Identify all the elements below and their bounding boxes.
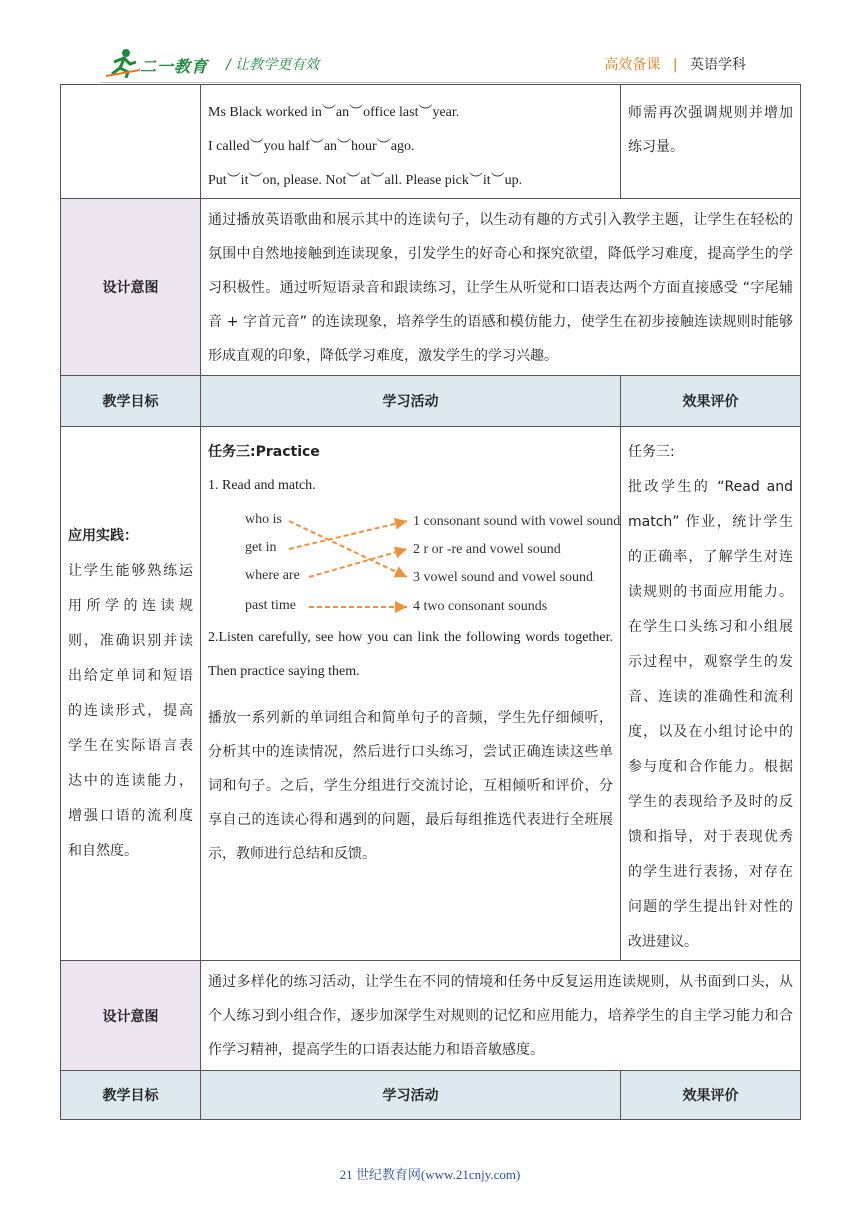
design-intent-label: 设计意图 xyxy=(61,961,201,1071)
match-arrow xyxy=(289,521,407,577)
logo-text: 二一教育 xyxy=(140,57,209,76)
table-row xyxy=(61,199,801,376)
runner-logo-icon xyxy=(106,48,140,78)
table-header-row xyxy=(61,376,801,427)
item-listen: 2.Listen carefully, see how you can link the following words together. Then practice saying them. xyxy=(208,630,613,679)
example-line: I called︶you half︶an︶hour︶ago. xyxy=(208,139,415,154)
design-intent-cell xyxy=(201,199,801,376)
example-line: Put︶it︶on, please. Not︶at︶all. Please pick︶it︶up. xyxy=(208,173,523,188)
design-intent-label: 设计意图 xyxy=(61,199,201,376)
column-header-evaluation: 效果评价 xyxy=(621,376,801,427)
goal-cell xyxy=(61,427,201,961)
match-right-item: 4 two consonant sounds xyxy=(413,599,548,614)
match-left-item: where are xyxy=(245,568,300,583)
match-left-item: who is xyxy=(245,512,282,527)
header-divider xyxy=(100,82,800,83)
column-header-evaluation: 效果评价 xyxy=(621,1071,801,1120)
column-header-goal: 教学目标 xyxy=(61,376,201,427)
table-row xyxy=(61,961,801,1071)
slogan: / 让教学更有效 xyxy=(226,57,320,73)
goal-title: 应用实践： xyxy=(68,528,138,544)
header-right xyxy=(604,54,746,74)
activity-cell xyxy=(201,427,621,961)
design-intent-text: 通过多样化的练习活动，让学生在不同的情境和任务中反复运用连读规则，从书面到口头，从个人练习到小组合作，逐步加深学生对规则的记忆和应用能力，培养学生的自主学习能力和合作学习精神，提高学生的口语表达能力和语音敏感度。 xyxy=(208,974,793,1058)
column-header-goal: 教学目标 xyxy=(61,1071,201,1120)
lesson-table xyxy=(60,84,801,1120)
column-header-activity: 学习活动 xyxy=(201,376,621,427)
lesson-type: 高效备课 xyxy=(604,57,661,73)
table-row xyxy=(61,427,801,961)
task-title: 任务三:Practice xyxy=(208,444,320,460)
table-header-row xyxy=(61,1071,801,1120)
match-right-item: 2 r or -re and vowel sound xyxy=(413,542,561,557)
match-right-item: 3 vowel sound and vowel sound xyxy=(413,570,594,585)
goal-text: 让学生能够熟练运用所学的连读规则，准确识别并读出给定单词和短语的连读形式，提高学生在实际语言表达中的连读能力，增强口语的流利度和自然度。 xyxy=(68,563,193,859)
table-row xyxy=(61,85,801,199)
footer-text: 21 世纪教育网(www.21cnjy.com) xyxy=(339,1167,521,1182)
example-line: Ms Black worked in︶an︶office last︶year. xyxy=(208,105,460,120)
examples-cell xyxy=(201,85,621,199)
eval-text: 批改学生的 “Read and match” 作业，统计学生的正确率，了解学生对连读规则的书面应用能力。在学生口头练习和小组展示过程中，观察学生的发音、连读的准确性和流利度，以及在小组讨论中的参与度和合作能力。根据学生的表现给予及时的反馈和指导，对于表现优秀的学生进行表扬，对存在问题的学生提出针对性的改进建议。 xyxy=(628,479,793,950)
logo xyxy=(106,48,226,80)
eval-title: 任务三: xyxy=(628,444,675,460)
match-exercise xyxy=(209,503,621,621)
eval-cell xyxy=(621,85,801,199)
page-header xyxy=(100,46,800,82)
match-right-item: 1 consonant sound with vowel sound xyxy=(413,514,621,529)
design-intent-cell xyxy=(201,961,801,1071)
match-left-item: past time xyxy=(245,598,296,613)
eval-text: 师需再次强调规则并增加练习量。 xyxy=(628,105,793,155)
empty-cell xyxy=(61,85,201,199)
header-separator: | xyxy=(672,57,678,73)
item-read-match: 1. Read and match. xyxy=(208,478,316,493)
design-intent-text: 通过播放英语歌曲和展示其中的连读句子，以生动有趣的方式引入教学主题，让学生在轻松的氛围中自然地接触到连读现象，引发学生的好奇心和探究欲望，降低学习难度，提高学生的学习积极性。通过听短语录音和跟读练习，让学生从听觉和口语表达两个方面直接感受 “字尾辅音 + 字首元音” 的连读现象，培养学生的语感和模仿能力，使学生在初步接触连读规则时能够形成直观的印象，降低学习难度，激发学生的学习兴趣。 xyxy=(208,212,793,364)
match-arrows xyxy=(209,503,621,621)
activity-text: 播放一系列新的单词组合和简单句子的音频，学生先仔细倾听，分析其中的连读情况，然后进行口头练习，尝试正确连读这些单词和句子。之后，学生分组进行交流讨论，互相倾听和评价，分享自己的连读心得和遇到的问题，最后每组推选代表进行全班展示，教师进行总结和反馈。 xyxy=(208,710,613,862)
match-arrow xyxy=(289,521,407,549)
column-header-activity: 学习活动 xyxy=(201,1071,621,1120)
match-left-item: get in xyxy=(245,540,277,555)
evaluation-cell xyxy=(621,427,801,961)
subject: 英语学科 xyxy=(690,57,746,73)
